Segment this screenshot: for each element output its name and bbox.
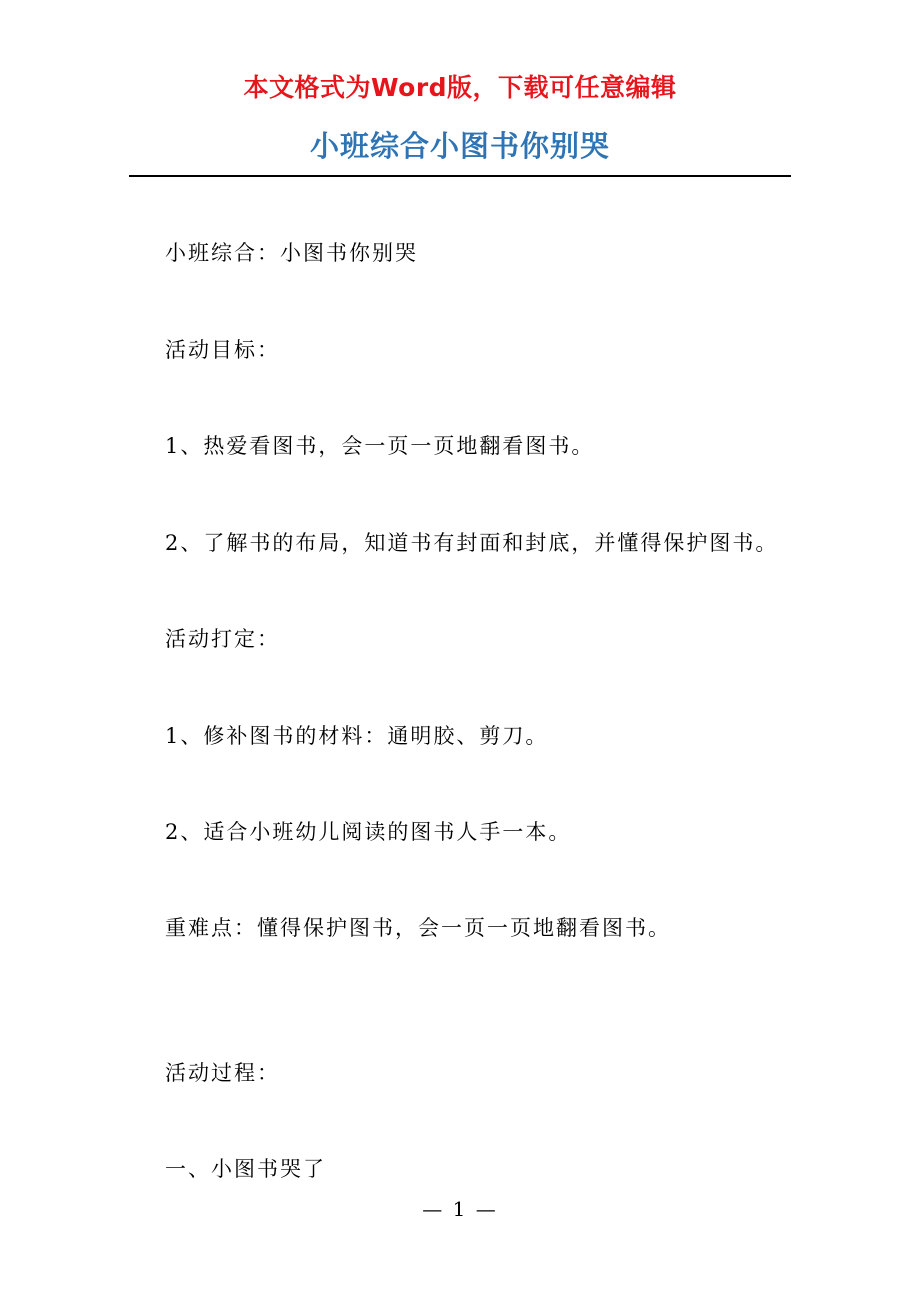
paragraph-process-step-1: 一、小图书哭了 <box>165 1157 326 1181</box>
paragraph-key-points: 重难点：懂得保护图书，会一页一页地翻看图书。 <box>165 916 671 940</box>
paragraph-goal-1: 1、热爱看图书，会一页一页地翻看图书。 <box>165 434 595 458</box>
title-divider <box>129 175 791 177</box>
paragraph-preparation-heading: 活动打定： <box>165 627 280 651</box>
paragraph-process-heading: 活动过程： <box>165 1061 280 1085</box>
format-notice-banner: 本文格式为Word版，下载可任意编辑 <box>243 73 677 102</box>
paragraph-preparation-1: 1、修补图书的材料：通明胶、剪刀。 <box>165 724 549 748</box>
paragraph-goal-2: 2、了解书的布局，知道书有封面和封底，并懂得保护图书。 <box>165 531 779 555</box>
paragraph-subject: 小班综合：小图书你别哭 <box>165 241 418 265</box>
paragraph-goals-heading: 活动目标： <box>165 338 280 362</box>
document-title: 小班综合小图书你别哭 <box>309 129 610 163</box>
paragraph-preparation-2: 2、适合小班幼儿阅读的图书人手一本。 <box>165 820 572 844</box>
page-number: — 1 — <box>422 1197 498 1221</box>
